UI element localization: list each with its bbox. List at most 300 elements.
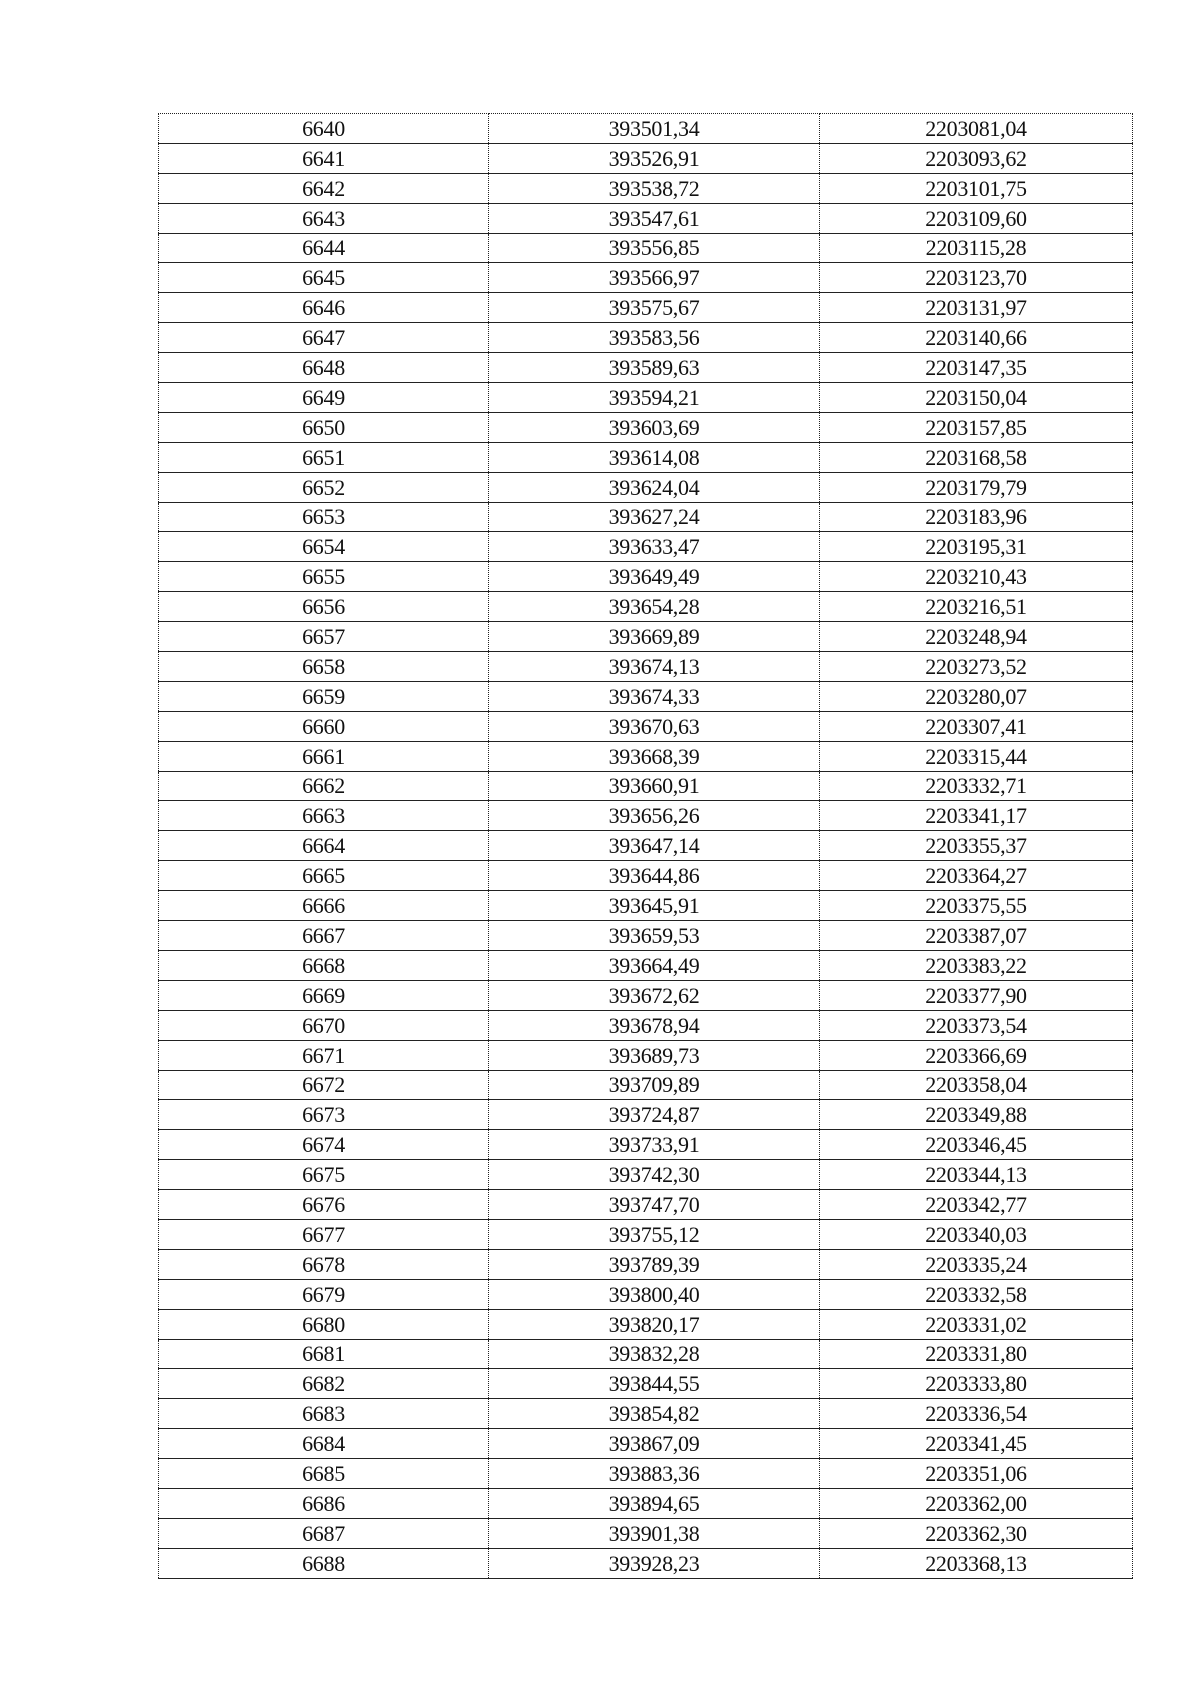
x-coordinate-cell bbox=[489, 622, 820, 652]
point-number-cell bbox=[159, 532, 489, 562]
x-coordinate-cell-text: 393566,97 bbox=[608, 265, 700, 291]
x-coordinate-cell bbox=[489, 1488, 820, 1518]
x-coordinate-cell-text: 393724,87 bbox=[608, 1102, 700, 1128]
point-number-cell-text: 6654 bbox=[302, 534, 345, 560]
point-number-cell bbox=[159, 622, 489, 652]
y-coordinate-cell-text: 2203140,66 bbox=[925, 325, 1027, 351]
y-coordinate-cell bbox=[820, 562, 1133, 592]
x-coordinate-cell-text: 393832,28 bbox=[608, 1341, 700, 1367]
point-number-cell bbox=[159, 1010, 489, 1040]
y-coordinate-cell bbox=[820, 831, 1133, 861]
y-coordinate-cell-text: 2203341,17 bbox=[925, 803, 1027, 829]
x-coordinate-cell bbox=[489, 950, 820, 980]
x-coordinate-cell-text: 393645,91 bbox=[608, 893, 700, 919]
point-number-cell-text: 6645 bbox=[302, 265, 345, 291]
x-coordinate-cell bbox=[489, 1309, 820, 1339]
point-number-cell bbox=[159, 592, 489, 622]
table-row bbox=[159, 921, 1133, 951]
point-number-cell-text: 6646 bbox=[302, 295, 345, 321]
table-row bbox=[159, 861, 1133, 891]
x-coordinate-cell-text: 393656,26 bbox=[608, 803, 700, 829]
point-number-cell-text: 6665 bbox=[302, 863, 345, 889]
point-number-cell-text: 6642 bbox=[302, 175, 345, 201]
x-coordinate-cell-text: 393672,62 bbox=[608, 982, 700, 1008]
y-coordinate-cell bbox=[820, 293, 1133, 323]
x-coordinate-cell-text: 393820,17 bbox=[608, 1311, 700, 1337]
y-coordinate-cell-text: 2203383,22 bbox=[925, 952, 1027, 978]
point-number-cell-text: 6657 bbox=[302, 624, 345, 650]
x-coordinate-cell-text: 393789,39 bbox=[608, 1251, 700, 1277]
y-coordinate-cell-text: 2203366,69 bbox=[925, 1042, 1027, 1068]
point-number-cell bbox=[159, 1548, 489, 1578]
point-number-cell bbox=[159, 562, 489, 592]
point-number-cell-text: 6682 bbox=[302, 1371, 345, 1397]
point-number-cell bbox=[159, 114, 489, 144]
y-coordinate-cell bbox=[820, 502, 1133, 532]
point-number-cell bbox=[159, 1399, 489, 1429]
x-coordinate-cell bbox=[489, 1369, 820, 1399]
point-number-cell bbox=[159, 1130, 489, 1160]
y-coordinate-cell bbox=[820, 143, 1133, 173]
point-number-cell bbox=[159, 1488, 489, 1518]
x-coordinate-cell bbox=[489, 1249, 820, 1279]
y-coordinate-cell-text: 2203123,70 bbox=[925, 265, 1027, 291]
y-coordinate-cell-text: 2203307,41 bbox=[925, 713, 1027, 739]
x-coordinate-cell-text: 393538,72 bbox=[608, 175, 700, 201]
x-coordinate-cell-text: 393709,89 bbox=[608, 1072, 700, 1098]
table-row bbox=[159, 771, 1133, 801]
y-coordinate-cell-text: 2203362,00 bbox=[925, 1490, 1027, 1516]
table-row bbox=[159, 1309, 1133, 1339]
point-number-cell bbox=[159, 233, 489, 263]
x-coordinate-cell bbox=[489, 1339, 820, 1369]
point-number-cell-text: 6674 bbox=[302, 1132, 345, 1158]
y-coordinate-cell-text: 2203377,90 bbox=[925, 982, 1027, 1008]
y-coordinate-cell-text: 2203368,13 bbox=[925, 1550, 1027, 1576]
x-coordinate-cell-text: 393883,36 bbox=[608, 1460, 700, 1486]
point-number-cell bbox=[159, 502, 489, 532]
table-row bbox=[159, 1488, 1133, 1518]
x-coordinate-cell-text: 393747,70 bbox=[608, 1191, 700, 1217]
coordinate-table-body bbox=[159, 114, 1133, 1579]
x-coordinate-cell-text: 393674,13 bbox=[608, 653, 700, 679]
x-coordinate-cell bbox=[489, 861, 820, 891]
x-coordinate-cell bbox=[489, 1010, 820, 1040]
point-number-cell bbox=[159, 143, 489, 173]
table-row bbox=[159, 1459, 1133, 1489]
point-number-cell bbox=[159, 652, 489, 682]
table-row bbox=[159, 681, 1133, 711]
point-number-cell bbox=[159, 383, 489, 413]
y-coordinate-cell bbox=[820, 681, 1133, 711]
point-number-cell-text: 6684 bbox=[302, 1431, 345, 1457]
point-number-cell-text: 6672 bbox=[302, 1072, 345, 1098]
x-coordinate-cell-text: 393575,67 bbox=[608, 295, 700, 321]
table-row bbox=[159, 1070, 1133, 1100]
y-coordinate-cell-text: 2203375,55 bbox=[925, 893, 1027, 919]
point-number-cell-text: 6667 bbox=[302, 922, 345, 948]
point-number-cell-text: 6671 bbox=[302, 1042, 345, 1068]
y-coordinate-cell bbox=[820, 1070, 1133, 1100]
x-coordinate-cell-text: 393928,23 bbox=[608, 1550, 700, 1576]
y-coordinate-cell-text: 2203349,88 bbox=[925, 1102, 1027, 1128]
point-number-cell bbox=[159, 891, 489, 921]
y-coordinate-cell-text: 2203344,13 bbox=[925, 1162, 1027, 1188]
point-number-cell bbox=[159, 173, 489, 203]
table-row bbox=[159, 1219, 1133, 1249]
x-coordinate-cell-text: 393867,09 bbox=[608, 1431, 700, 1457]
y-coordinate-cell-text: 2203362,30 bbox=[925, 1520, 1027, 1546]
point-number-cell-text: 6651 bbox=[302, 444, 345, 470]
x-coordinate-cell-text: 393670,63 bbox=[608, 713, 700, 739]
y-coordinate-cell-text: 2203331,02 bbox=[925, 1311, 1027, 1337]
y-coordinate-cell-text: 2203355,37 bbox=[925, 833, 1027, 859]
y-coordinate-cell-text: 2203093,62 bbox=[925, 145, 1027, 171]
point-number-cell bbox=[159, 921, 489, 951]
y-coordinate-cell bbox=[820, 1518, 1133, 1548]
point-number-cell-text: 6655 bbox=[302, 564, 345, 590]
point-number-cell-text: 6679 bbox=[302, 1281, 345, 1307]
x-coordinate-cell bbox=[489, 711, 820, 741]
x-coordinate-cell bbox=[489, 1548, 820, 1578]
x-coordinate-cell bbox=[489, 1130, 820, 1160]
y-coordinate-cell-text: 2203335,24 bbox=[925, 1251, 1027, 1277]
x-coordinate-cell bbox=[489, 891, 820, 921]
x-coordinate-cell bbox=[489, 442, 820, 472]
y-coordinate-cell bbox=[820, 1100, 1133, 1130]
point-number-cell-text: 6640 bbox=[302, 115, 345, 141]
x-coordinate-cell bbox=[489, 1459, 820, 1489]
point-number-cell bbox=[159, 711, 489, 741]
point-number-cell bbox=[159, 831, 489, 861]
x-coordinate-cell-text: 393647,14 bbox=[608, 833, 700, 859]
point-number-cell bbox=[159, 1070, 489, 1100]
table-row bbox=[159, 383, 1133, 413]
y-coordinate-cell bbox=[820, 861, 1133, 891]
y-coordinate-cell bbox=[820, 622, 1133, 652]
x-coordinate-cell-text: 393603,69 bbox=[608, 414, 700, 440]
y-coordinate-cell-text: 2203346,45 bbox=[925, 1132, 1027, 1158]
table-row bbox=[159, 891, 1133, 921]
y-coordinate-cell bbox=[820, 652, 1133, 682]
y-coordinate-cell bbox=[820, 323, 1133, 353]
point-number-cell-text: 6641 bbox=[302, 145, 345, 171]
point-number-cell-text: 6647 bbox=[302, 325, 345, 351]
point-number-cell-text: 6688 bbox=[302, 1550, 345, 1576]
x-coordinate-cell bbox=[489, 801, 820, 831]
table-row bbox=[159, 1010, 1133, 1040]
table-row bbox=[159, 1100, 1133, 1130]
x-coordinate-cell-text: 393901,38 bbox=[608, 1520, 700, 1546]
y-coordinate-cell-text: 2203248,94 bbox=[925, 624, 1027, 650]
table-row bbox=[159, 173, 1133, 203]
x-coordinate-cell bbox=[489, 412, 820, 442]
y-coordinate-cell-text: 2203340,03 bbox=[925, 1221, 1027, 1247]
y-coordinate-cell bbox=[820, 1369, 1133, 1399]
y-coordinate-cell bbox=[820, 801, 1133, 831]
x-coordinate-cell bbox=[489, 1100, 820, 1130]
point-number-cell bbox=[159, 412, 489, 442]
x-coordinate-cell bbox=[489, 233, 820, 263]
x-coordinate-cell bbox=[489, 353, 820, 383]
table-row bbox=[159, 652, 1133, 682]
point-number-cell-text: 6666 bbox=[302, 893, 345, 919]
x-coordinate-cell-text: 393627,24 bbox=[608, 504, 700, 530]
y-coordinate-cell bbox=[820, 741, 1133, 771]
y-coordinate-cell bbox=[820, 353, 1133, 383]
table-row bbox=[159, 562, 1133, 592]
point-number-cell-text: 6656 bbox=[302, 594, 345, 620]
y-coordinate-cell-text: 2203280,07 bbox=[925, 683, 1027, 709]
y-coordinate-cell bbox=[820, 1488, 1133, 1518]
x-coordinate-cell-text: 393678,94 bbox=[608, 1012, 700, 1038]
table-row bbox=[159, 1399, 1133, 1429]
y-coordinate-cell-text: 2203109,60 bbox=[925, 205, 1027, 231]
y-coordinate-cell-text: 2203216,51 bbox=[925, 594, 1027, 620]
table-row bbox=[159, 1279, 1133, 1309]
y-coordinate-cell-text: 2203342,77 bbox=[925, 1191, 1027, 1217]
y-coordinate-cell-text: 2203115,28 bbox=[925, 235, 1027, 261]
x-coordinate-cell-text: 393669,89 bbox=[608, 624, 700, 650]
x-coordinate-cell-text: 393594,21 bbox=[608, 384, 700, 410]
point-number-cell-text: 6664 bbox=[302, 833, 345, 859]
y-coordinate-cell bbox=[820, 980, 1133, 1010]
x-coordinate-cell-text: 393664,49 bbox=[608, 952, 700, 978]
x-coordinate-cell bbox=[489, 980, 820, 1010]
point-number-cell-text: 6643 bbox=[302, 205, 345, 231]
point-number-cell bbox=[159, 1369, 489, 1399]
point-number-cell-text: 6660 bbox=[302, 713, 345, 739]
table-row bbox=[159, 114, 1133, 144]
x-coordinate-cell-text: 393556,85 bbox=[608, 235, 700, 261]
x-coordinate-cell bbox=[489, 1279, 820, 1309]
x-coordinate-cell-text: 393674,33 bbox=[608, 683, 700, 709]
point-number-cell-text: 6675 bbox=[302, 1162, 345, 1188]
y-coordinate-cell-text: 2203336,54 bbox=[925, 1401, 1027, 1427]
point-number-cell bbox=[159, 1249, 489, 1279]
point-number-cell-text: 6686 bbox=[302, 1490, 345, 1516]
point-number-cell-text: 6658 bbox=[302, 653, 345, 679]
x-coordinate-cell bbox=[489, 173, 820, 203]
y-coordinate-cell-text: 2203273,52 bbox=[925, 653, 1027, 679]
y-coordinate-cell bbox=[820, 1459, 1133, 1489]
x-coordinate-cell bbox=[489, 383, 820, 413]
table-row bbox=[159, 1160, 1133, 1190]
y-coordinate-cell bbox=[820, 173, 1133, 203]
point-number-cell-text: 6650 bbox=[302, 414, 345, 440]
x-coordinate-cell bbox=[489, 1399, 820, 1429]
point-number-cell-text: 6653 bbox=[302, 504, 345, 530]
x-coordinate-cell bbox=[489, 831, 820, 861]
table-row bbox=[159, 1130, 1133, 1160]
point-number-cell-text: 6652 bbox=[302, 474, 345, 500]
y-coordinate-cell bbox=[820, 1279, 1133, 1309]
point-number-cell bbox=[159, 1100, 489, 1130]
table-row bbox=[159, 203, 1133, 233]
y-coordinate-cell bbox=[820, 532, 1133, 562]
x-coordinate-cell-text: 393644,86 bbox=[608, 863, 700, 889]
x-coordinate-cell bbox=[489, 532, 820, 562]
x-coordinate-cell bbox=[489, 203, 820, 233]
point-number-cell-text: 6687 bbox=[302, 1520, 345, 1546]
x-coordinate-cell bbox=[489, 263, 820, 293]
x-coordinate-cell-text: 393583,56 bbox=[608, 325, 700, 351]
y-coordinate-cell-text: 2203331,80 bbox=[925, 1341, 1027, 1367]
y-coordinate-cell bbox=[820, 472, 1133, 502]
table-row bbox=[159, 1369, 1133, 1399]
y-coordinate-cell-text: 2203332,58 bbox=[925, 1281, 1027, 1307]
table-row bbox=[159, 801, 1133, 831]
y-coordinate-cell-text: 2203147,35 bbox=[925, 355, 1027, 381]
y-coordinate-cell bbox=[820, 412, 1133, 442]
y-coordinate-cell bbox=[820, 263, 1133, 293]
table-row bbox=[159, 532, 1133, 562]
point-number-cell bbox=[159, 1518, 489, 1548]
y-coordinate-cell-text: 2203387,07 bbox=[925, 922, 1027, 948]
point-number-cell bbox=[159, 801, 489, 831]
point-number-cell bbox=[159, 741, 489, 771]
y-coordinate-cell-text: 2203333,80 bbox=[925, 1371, 1027, 1397]
y-coordinate-cell-text: 2203351,06 bbox=[925, 1460, 1027, 1486]
x-coordinate-cell-text: 393894,65 bbox=[608, 1490, 700, 1516]
y-coordinate-cell bbox=[820, 1339, 1133, 1369]
x-coordinate-cell bbox=[489, 323, 820, 353]
y-coordinate-cell-text: 2203373,54 bbox=[925, 1012, 1027, 1038]
point-number-cell bbox=[159, 293, 489, 323]
table-row bbox=[159, 353, 1133, 383]
table-row bbox=[159, 1429, 1133, 1459]
y-coordinate-cell-text: 2203364,27 bbox=[925, 863, 1027, 889]
table-row bbox=[159, 233, 1133, 263]
y-coordinate-cell-text: 2203341,45 bbox=[925, 1431, 1027, 1457]
y-coordinate-cell-text: 2203315,44 bbox=[925, 743, 1027, 769]
table-row bbox=[159, 622, 1133, 652]
point-number-cell-text: 6659 bbox=[302, 683, 345, 709]
x-coordinate-cell-text: 393844,55 bbox=[608, 1371, 700, 1397]
point-number-cell-text: 6668 bbox=[302, 952, 345, 978]
x-coordinate-cell bbox=[489, 472, 820, 502]
point-number-cell-text: 6685 bbox=[302, 1460, 345, 1486]
x-coordinate-cell bbox=[489, 1070, 820, 1100]
y-coordinate-cell bbox=[820, 1040, 1133, 1070]
point-number-cell bbox=[159, 1339, 489, 1369]
x-coordinate-cell bbox=[489, 741, 820, 771]
point-number-cell bbox=[159, 323, 489, 353]
x-coordinate-cell bbox=[489, 1518, 820, 1548]
table-row bbox=[159, 1518, 1133, 1548]
y-coordinate-cell-text: 2203168,58 bbox=[925, 444, 1027, 470]
table-row bbox=[159, 711, 1133, 741]
point-number-cell-text: 6649 bbox=[302, 384, 345, 410]
x-coordinate-cell bbox=[489, 652, 820, 682]
y-coordinate-cell-text: 2203358,04 bbox=[925, 1072, 1027, 1098]
point-number-cell bbox=[159, 353, 489, 383]
x-coordinate-cell-text: 393526,91 bbox=[608, 145, 700, 171]
y-coordinate-cell-text: 2203179,79 bbox=[925, 474, 1027, 500]
x-coordinate-cell-text: 393660,91 bbox=[608, 773, 700, 799]
coordinate-table bbox=[158, 113, 1133, 1579]
point-number-cell-text: 6670 bbox=[302, 1012, 345, 1038]
table-row bbox=[159, 980, 1133, 1010]
point-number-cell bbox=[159, 1309, 489, 1339]
x-coordinate-cell-text: 393742,30 bbox=[608, 1162, 700, 1188]
point-number-cell bbox=[159, 861, 489, 891]
x-coordinate-cell-text: 393614,08 bbox=[608, 444, 700, 470]
y-coordinate-cell bbox=[820, 1249, 1133, 1279]
x-coordinate-cell bbox=[489, 114, 820, 144]
y-coordinate-cell bbox=[820, 383, 1133, 413]
y-coordinate-cell-text: 2203131,97 bbox=[925, 295, 1027, 321]
x-coordinate-cell-text: 393689,73 bbox=[608, 1042, 700, 1068]
y-coordinate-cell-text: 2203210,43 bbox=[925, 564, 1027, 590]
y-coordinate-cell bbox=[820, 1219, 1133, 1249]
x-coordinate-cell bbox=[489, 771, 820, 801]
point-number-cell-text: 6673 bbox=[302, 1102, 345, 1128]
y-coordinate-cell bbox=[820, 891, 1133, 921]
point-number-cell-text: 6677 bbox=[302, 1221, 345, 1247]
point-number-cell bbox=[159, 263, 489, 293]
point-number-cell bbox=[159, 771, 489, 801]
y-coordinate-cell-text: 2203157,85 bbox=[925, 414, 1027, 440]
y-coordinate-cell bbox=[820, 1130, 1133, 1160]
y-coordinate-cell bbox=[820, 592, 1133, 622]
point-number-cell-text: 6669 bbox=[302, 982, 345, 1008]
point-number-cell bbox=[159, 1190, 489, 1220]
y-coordinate-cell bbox=[820, 203, 1133, 233]
point-number-cell bbox=[159, 1279, 489, 1309]
table-row bbox=[159, 1339, 1133, 1369]
y-coordinate-cell-text: 2203150,04 bbox=[925, 384, 1027, 410]
y-coordinate-cell bbox=[820, 1190, 1133, 1220]
x-coordinate-cell bbox=[489, 1429, 820, 1459]
y-coordinate-cell bbox=[820, 1548, 1133, 1578]
y-coordinate-cell bbox=[820, 442, 1133, 472]
table-row bbox=[159, 1249, 1133, 1279]
y-coordinate-cell bbox=[820, 711, 1133, 741]
x-coordinate-cell-text: 393589,63 bbox=[608, 355, 700, 381]
point-number-cell-text: 6648 bbox=[302, 355, 345, 381]
y-coordinate-cell bbox=[820, 1160, 1133, 1190]
table-row bbox=[159, 412, 1133, 442]
x-coordinate-cell-text: 393501,34 bbox=[608, 115, 700, 141]
x-coordinate-cell bbox=[489, 681, 820, 711]
point-number-cell bbox=[159, 681, 489, 711]
x-coordinate-cell-text: 393547,61 bbox=[608, 205, 700, 231]
table-row bbox=[159, 323, 1133, 353]
coordinate-table-page bbox=[158, 113, 1132, 1579]
point-number-cell-text: 6676 bbox=[302, 1191, 345, 1217]
table-row bbox=[159, 1040, 1133, 1070]
y-coordinate-cell bbox=[820, 233, 1133, 263]
table-row bbox=[159, 143, 1133, 173]
table-row bbox=[159, 741, 1133, 771]
table-row bbox=[159, 472, 1133, 502]
x-coordinate-cell bbox=[489, 592, 820, 622]
x-coordinate-cell bbox=[489, 1040, 820, 1070]
x-coordinate-cell bbox=[489, 502, 820, 532]
x-coordinate-cell-text: 393755,12 bbox=[608, 1221, 700, 1247]
table-row bbox=[159, 442, 1133, 472]
x-coordinate-cell-text: 393854,82 bbox=[608, 1401, 700, 1427]
point-number-cell bbox=[159, 1459, 489, 1489]
table-row bbox=[159, 950, 1133, 980]
point-number-cell bbox=[159, 980, 489, 1010]
y-coordinate-cell-text: 2203081,04 bbox=[925, 115, 1027, 141]
y-coordinate-cell bbox=[820, 1010, 1133, 1040]
table-row bbox=[159, 263, 1133, 293]
x-coordinate-cell-text: 393659,53 bbox=[608, 922, 700, 948]
y-coordinate-cell bbox=[820, 1399, 1133, 1429]
